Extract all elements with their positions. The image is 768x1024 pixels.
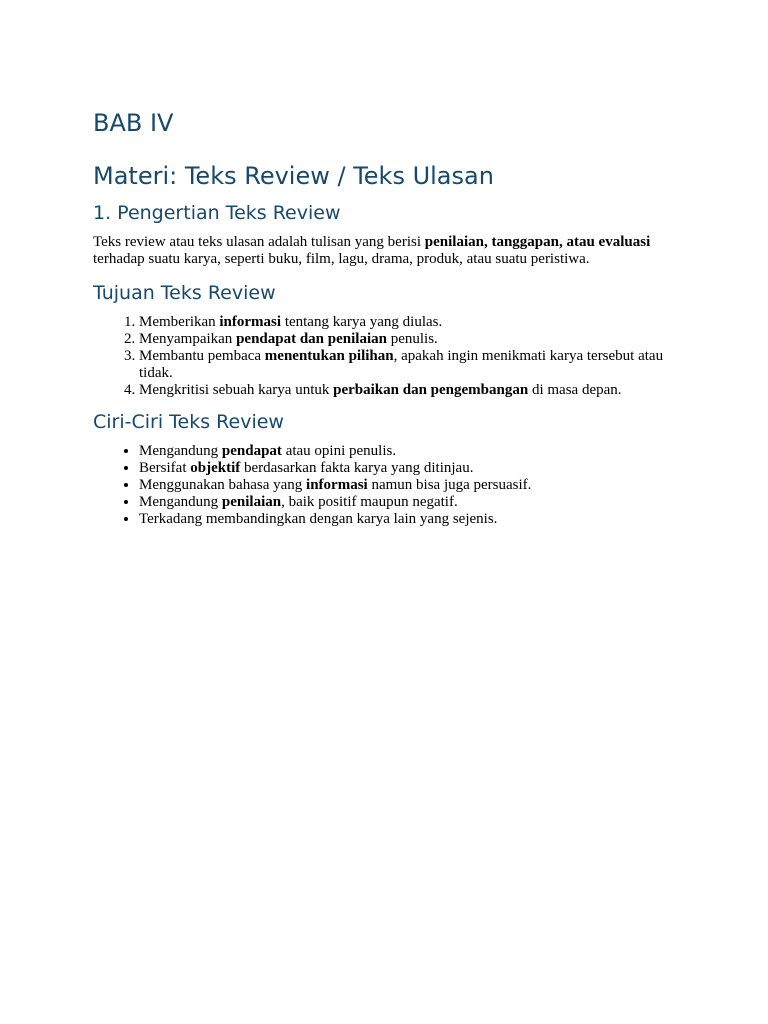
item-text: Memberikan	[139, 314, 220, 330]
item-text: Menyampaikan	[139, 331, 237, 347]
paragraph-text: Teks review atau teks ulasan adalah tulisan yang berisi	[93, 234, 425, 250]
item-text: di masa depan.	[528, 382, 622, 398]
item-text: Terkadang membandingkan dengan karya lain yang sejenis.	[139, 511, 498, 527]
item-bold-text: menentukan pilihan	[264, 348, 394, 364]
document-title: Materi: Teks Review / Teks Ulasan	[93, 162, 494, 190]
item-text: Mengkritisi sebuah karya untuk	[139, 382, 334, 398]
item-text: , baik positif maupun negatif.	[281, 494, 458, 510]
list-item	[139, 331, 678, 348]
item-text: , apakah ingin menikmati karya tersebut atau tidak.	[139, 348, 664, 381]
paragraph-bold-text: penilaian, tanggapan, atau evaluasi	[424, 234, 651, 250]
list-item	[139, 348, 678, 382]
item-text: namun bisa juga persuasif.	[367, 477, 532, 493]
item-text: penulis.	[386, 331, 438, 347]
section-heading-tujuan: Tujuan Teks Review	[93, 282, 276, 304]
document-page	[93, 105, 678, 538]
list-item	[139, 477, 678, 494]
list-item	[139, 494, 678, 511]
item-bold-text: penilaian	[221, 494, 282, 510]
list-item	[139, 511, 678, 528]
item-text: Mengandung	[139, 443, 222, 459]
item-bold-text: perbaikan dan pengembangan	[333, 382, 529, 398]
tujuan-list	[93, 314, 678, 399]
chapter-heading: BAB IV	[93, 109, 174, 137]
list-item	[139, 443, 678, 460]
item-bold-text: pendapat	[221, 443, 282, 459]
list-item	[139, 314, 678, 331]
section-heading-ciri: Ciri-Ciri Teks Review	[93, 411, 284, 433]
item-text: tentang karya yang diulas.	[281, 314, 443, 330]
list-item	[139, 382, 678, 399]
item-text: atau opini penulis.	[281, 443, 397, 459]
item-bold-text: informasi	[219, 314, 282, 330]
pengertian-paragraph	[93, 234, 678, 268]
item-text: Bersifat	[139, 460, 191, 476]
item-text: Mengandung	[139, 494, 222, 510]
ciri-list	[93, 443, 678, 528]
paragraph-text: terhadap suatu karya, seperti buku, film, lagu, drama, produk, atau suatu peristiwa.	[93, 251, 590, 267]
item-text: berdasarkan fakta karya yang ditinjau.	[240, 460, 474, 476]
item-text: Menggunakan bahasa yang	[139, 477, 307, 493]
item-bold-text: informasi	[306, 477, 368, 493]
item-text: Membantu pembaca	[139, 348, 265, 364]
list-item	[139, 460, 678, 477]
item-bold-text: objektif	[190, 460, 241, 476]
section-heading-pengertian: 1. Pengertian Teks Review	[93, 202, 341, 224]
item-bold-text: pendapat dan penilaian	[236, 331, 387, 347]
